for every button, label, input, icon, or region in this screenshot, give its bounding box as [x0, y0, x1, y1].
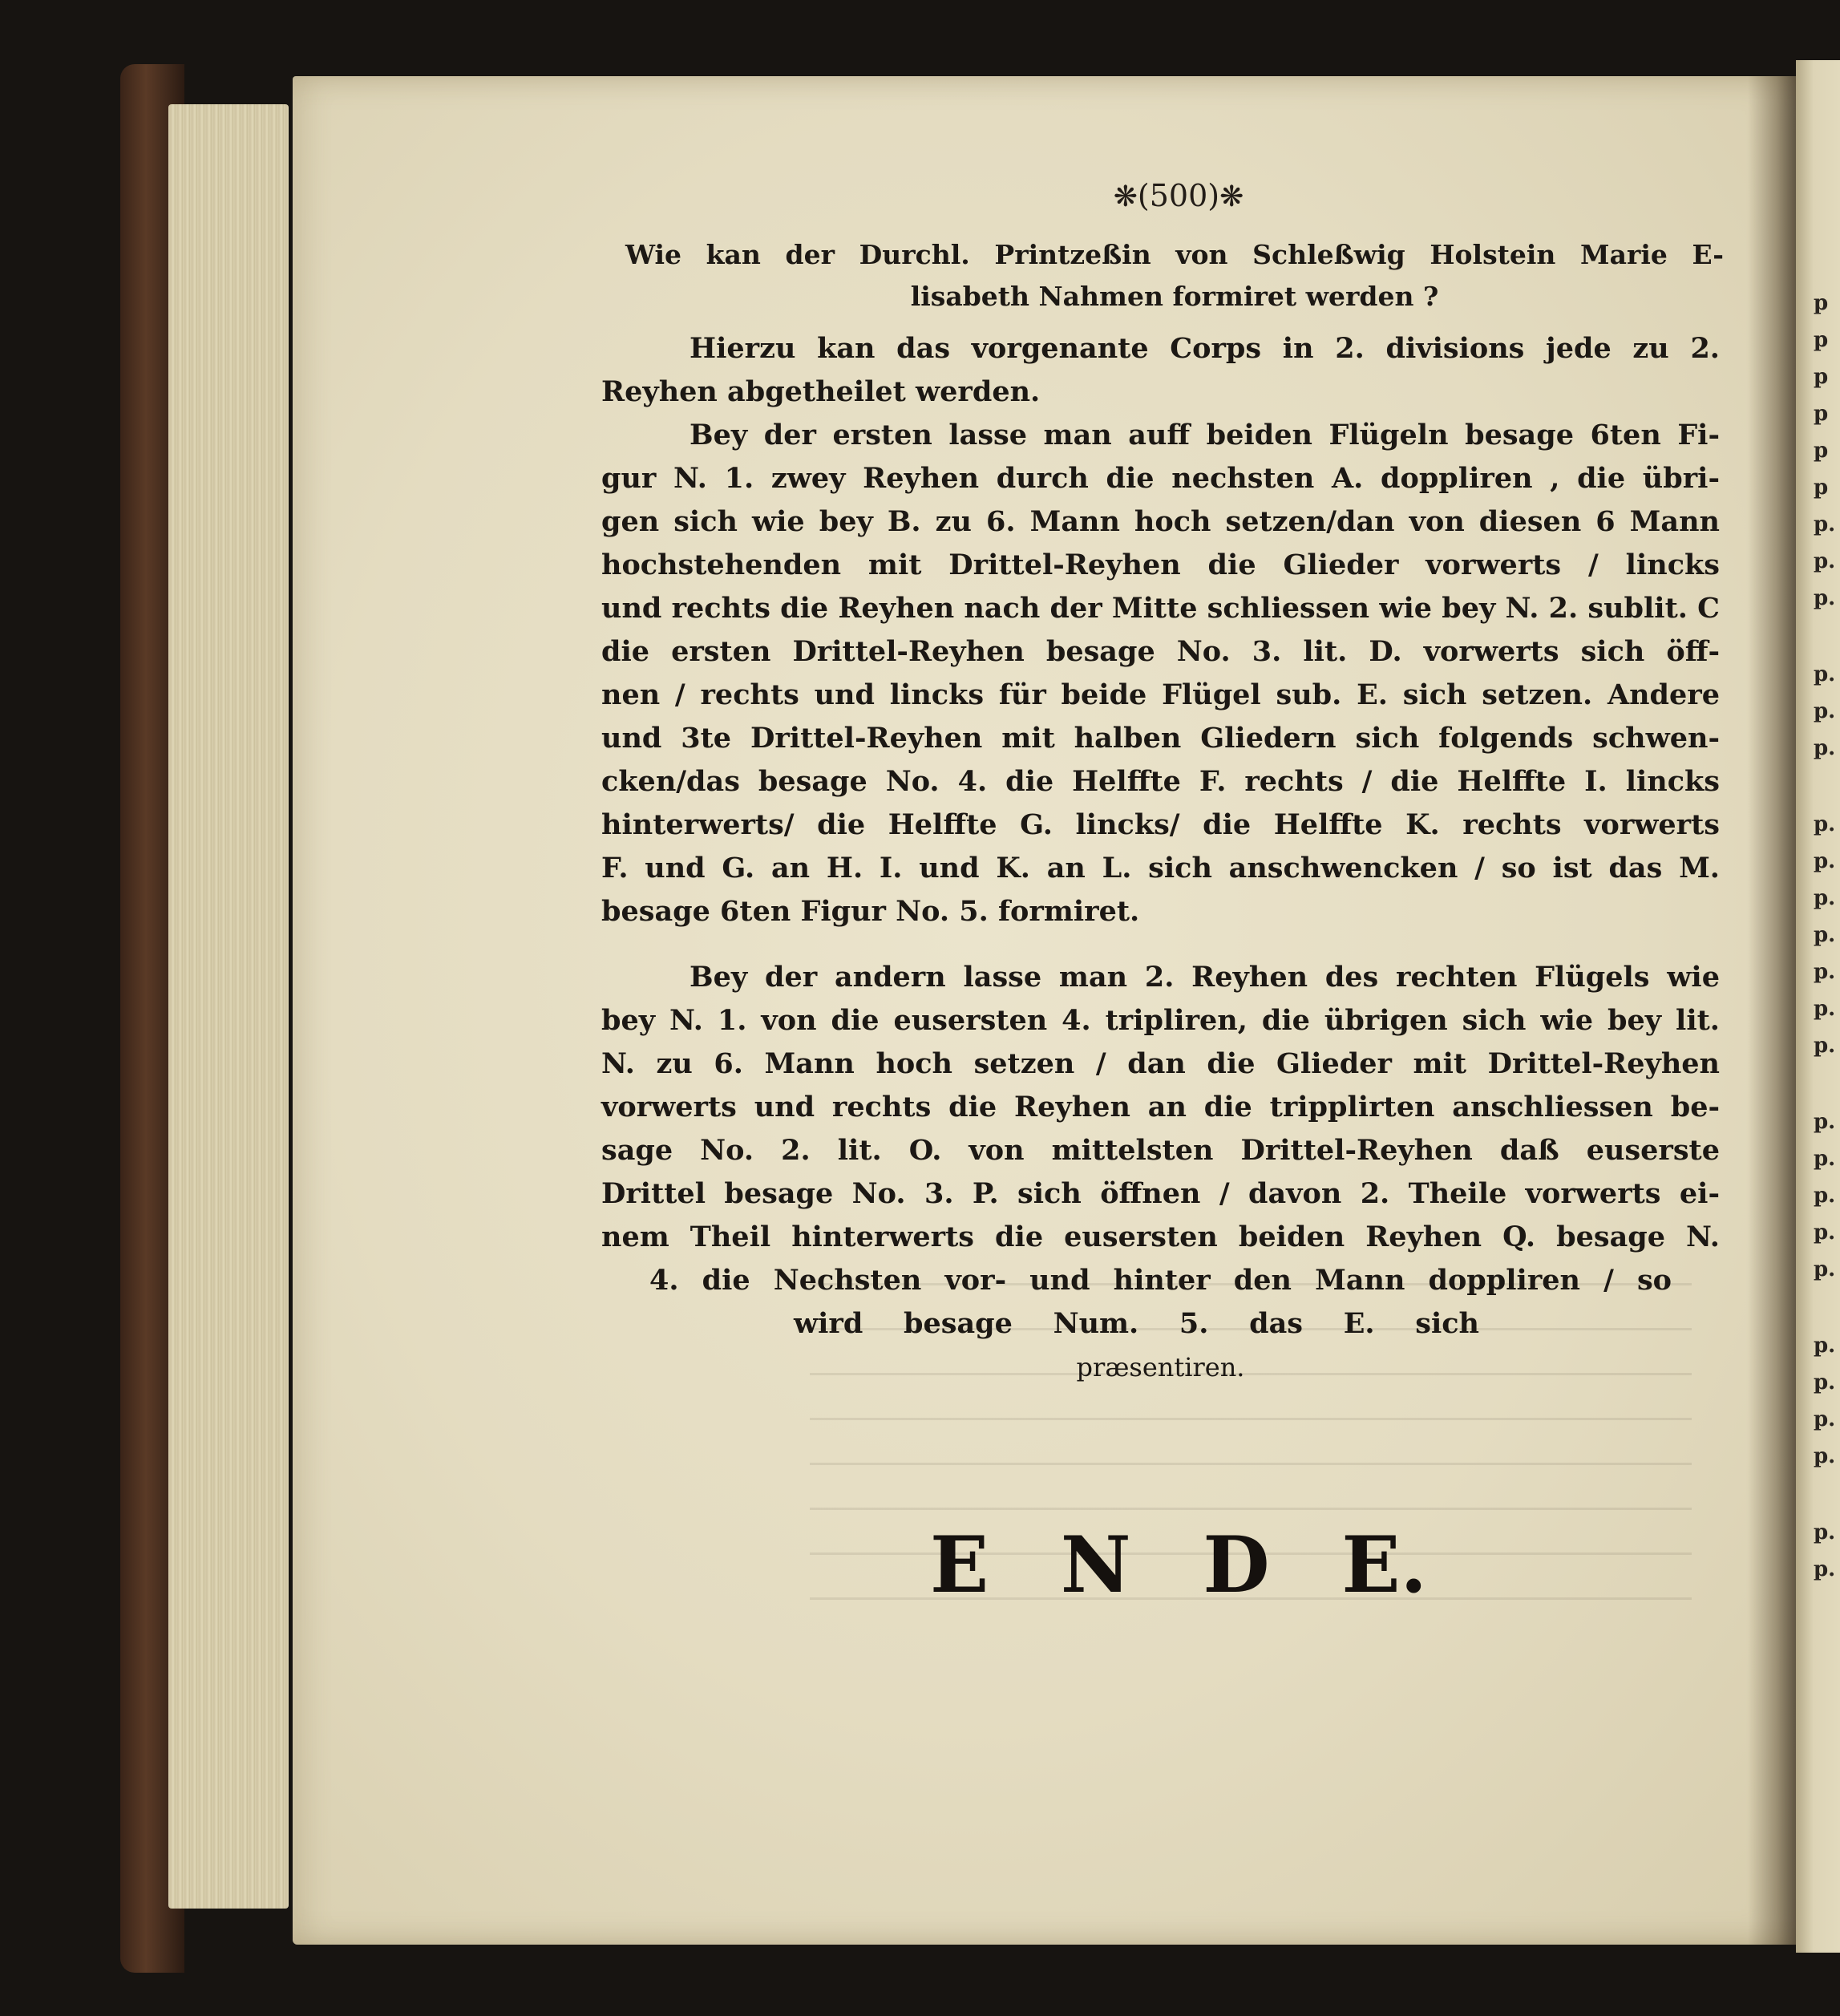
text-line: bey N. 1. von die eusersten 4. tripliren, die übrigen sich wie bey lit. — [601, 1004, 1720, 1037]
facing-page-mark: p. — [1814, 1370, 1836, 1395]
facing-page-mark: p. — [1814, 923, 1836, 947]
text-line: hinterwerts/ die Helffte G. lincks/ die Helffte K. rechts vorwerts — [601, 808, 1720, 841]
text-line: Bey der ersten lasse man auff beiden Flügeln besage 6ten Fi- — [689, 419, 1720, 451]
text-line: Reyhen abgetheilet werden. — [601, 375, 1041, 408]
ende-letter: N — [1060, 1520, 1131, 1610]
text-line: hochstehenden mit Drittel-Reyhen die Glieder vorwerts / lincks — [601, 549, 1720, 581]
paragraph-3 — [601, 956, 1720, 1389]
facing-page-mark: p. — [1814, 997, 1836, 1021]
facing-page-mark: p — [1814, 439, 1829, 463]
facing-page-mark: p. — [1814, 586, 1836, 610]
page-block-edges — [168, 104, 289, 1909]
facing-page-mark: p. — [1814, 886, 1836, 910]
ornament-right-icon: ❋ — [1219, 180, 1244, 213]
facing-page-mark: p. — [1814, 549, 1836, 573]
text-line: N. zu 6. Mann hoch setzen / dan die Glieder mit Drittel-Reyhen — [601, 1047, 1720, 1080]
text-line: wird besage Num. 5. das E. sich — [794, 1307, 1479, 1340]
text-line: Drittel besage No. 3. P. sich öffnen / davon 2. Theile vorwerts ei- — [601, 1177, 1720, 1210]
facing-page-mark: p. — [1814, 699, 1836, 723]
paragraph-1 — [601, 327, 1720, 414]
text-line: gur N. 1. zwey Reyhen durch die nechsten A. doppliren , die übri- — [601, 462, 1720, 495]
text-line: und 3te Drittel-Reyhen mit halben Gliedern sich folgends schwen- — [601, 722, 1720, 755]
text-line: gen sich wie bey B. zu 6. Mann hoch setzen/dan von diesen 6 Mann — [601, 505, 1720, 538]
facing-page-mark: p. — [1814, 849, 1836, 873]
section-title — [625, 234, 1724, 318]
title-line-2: lisabeth Nahmen formiret werden ? — [910, 281, 1439, 312]
text-line: cken/das besage No. 4. die Helffte F. rechts / die Helffte I. lincks — [601, 765, 1720, 798]
text-line: præsentiren. — [1076, 1352, 1245, 1382]
facing-page-mark: p. — [1814, 512, 1836, 536]
ende-letter: D — [1203, 1520, 1270, 1610]
facing-page-mark: p. — [1814, 1334, 1836, 1358]
facing-page-mark: p. — [1814, 1221, 1836, 1245]
text-line: nen / rechts und lincks für beide Flügel sub. E. sich setzen. Andere — [601, 678, 1720, 711]
text-line: besage 6ten Figur No. 5. formiret. — [601, 895, 1140, 928]
paragraph-2 — [601, 414, 1720, 933]
text-line: vorwerts und rechts die Reyhen an die tripplirten anschliessen be- — [601, 1091, 1720, 1123]
facing-page-mark: p. — [1814, 736, 1836, 760]
title-line-1: Wie kan der Durchl. Printzeßin von Schleßwig Holstein Marie E- — [625, 239, 1724, 270]
facing-page-mark: p — [1814, 328, 1829, 352]
page-header — [1082, 178, 1275, 213]
facing-page-mark: p. — [1814, 1034, 1836, 1058]
facing-page-mark: p. — [1814, 1557, 1836, 1581]
text-line: F. und G. an H. I. und K. an L. sich anschwencken / so ist das M. — [601, 852, 1720, 885]
text-line: die ersten Drittel-Reyhen besage No. 3. lit. D. vorwerts sich öff- — [601, 635, 1720, 668]
text-line: und rechts die Reyhen nach der Mitte schliessen wie bey N. 2. sublit. C — [601, 592, 1720, 625]
ende-letter: E — [930, 1520, 989, 1610]
text-line: sage No. 2. lit. O. von mittelsten Drittel-Reyhen daß euserste — [601, 1134, 1720, 1167]
text-line: 4. die Nechsten vor- und hinter den Mann doppliren / so — [649, 1264, 1672, 1297]
ornament-left-icon: ❋ — [1113, 180, 1138, 213]
facing-page-mark: p. — [1814, 1184, 1836, 1208]
facing-page-mark: p. — [1814, 1257, 1836, 1281]
text-line: Hierzu kan das vorgenante Corps in 2. divisions jede zu 2. — [689, 332, 1720, 365]
facing-page-mark: p. — [1814, 662, 1836, 686]
facing-page-mark: p. — [1814, 1147, 1836, 1171]
page-number: (500) — [1137, 178, 1220, 213]
facing-page-mark: p. — [1814, 1520, 1836, 1544]
facing-page-mark: p — [1814, 365, 1829, 389]
ende-letter: E. — [1341, 1520, 1427, 1610]
text-line: Bey der andern lasse man 2. Reyhen des rechten Flügels wie — [689, 961, 1720, 994]
facing-page-mark: p. — [1814, 1444, 1836, 1468]
facing-page-mark: p — [1814, 291, 1829, 315]
facing-page-mark: p. — [1814, 812, 1836, 836]
gutter-shadow — [1748, 76, 1796, 1945]
facing-page-mark: p. — [1814, 1110, 1836, 1134]
facing-page-mark: p — [1814, 402, 1829, 426]
ende-heading — [930, 1520, 1427, 1610]
facing-page-mark: p — [1814, 476, 1829, 500]
text-line: nem Theil hinterwerts die eusersten beiden Reyhen Q. besage N. — [601, 1221, 1720, 1253]
facing-page-mark: p. — [1814, 1407, 1836, 1431]
facing-page-mark: p. — [1814, 960, 1836, 984]
